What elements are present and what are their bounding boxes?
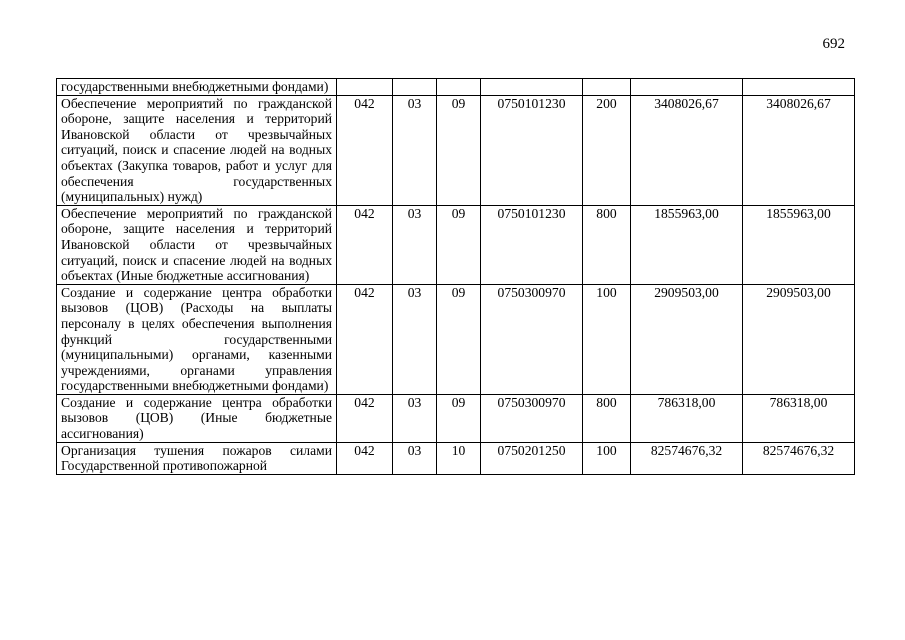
expense-type-cell [583,79,631,96]
row-description: Создание и содержание центра обработки вызовов (ЦОВ) (Иные бюджетные ассигнования) [57,394,337,442]
amount-cell: 3408026,67 [743,95,855,205]
section-cell: 03 [393,95,437,205]
subsection-cell: 10 [437,442,481,474]
target-article-cell: 0750101230 [481,205,583,284]
subsection-cell [437,79,481,96]
target-article-cell: 0750101230 [481,95,583,205]
table-row [57,205,855,284]
row-description: Организация тушения пожаров силами Государственной противопожарной [57,442,337,474]
subsection-cell: 09 [437,205,481,284]
row-description: Обеспечение мероприятий по гражданской обороне, защите населения и территорий Ивановской области от чрезвычайных ситуаций, поиск и спасение людей на водных объектах (Иные бюджетные ассигнования) [57,205,337,284]
amount-cell: 3408026,67 [631,95,743,205]
amount-cell: 82574676,32 [631,442,743,474]
page-number: 692 [822,36,845,52]
gov-code-cell: 042 [337,442,393,474]
amount-cell: 1855963,00 [743,205,855,284]
amount-cell [631,79,743,96]
budget-table [56,78,855,475]
gov-code-cell [337,79,393,96]
amount-cell: 2909503,00 [743,284,855,394]
gov-code-cell: 042 [337,284,393,394]
amount-cell [743,79,855,96]
target-article-cell: 0750300970 [481,394,583,442]
gov-code-cell: 042 [337,95,393,205]
subsection-cell: 09 [437,394,481,442]
amount-cell: 786318,00 [743,394,855,442]
table-row [57,442,855,474]
row-description: Создание и содержание центра обработки вызовов (ЦОВ) (Расходы на выплаты персоналу в целях обеспечения выполнения функций государственными (муниципальными) органами, казенными учреждениями, органами управления государственными внебюджетными фондами) [57,284,337,394]
subsection-cell: 09 [437,95,481,205]
amount-cell: 1855963,00 [631,205,743,284]
expense-type-cell: 100 [583,442,631,474]
amount-cell: 786318,00 [631,394,743,442]
target-article-cell [481,79,583,96]
expense-type-cell: 800 [583,394,631,442]
table-row [57,95,855,205]
target-article-cell: 0750300970 [481,284,583,394]
section-cell [393,79,437,96]
expense-type-cell: 200 [583,95,631,205]
expense-type-cell: 100 [583,284,631,394]
target-article-cell: 0750201250 [481,442,583,474]
table-row [57,79,855,96]
row-description: государственными внебюджетными фондами) [57,79,337,96]
section-cell: 03 [393,205,437,284]
subsection-cell: 09 [437,284,481,394]
expense-type-cell: 800 [583,205,631,284]
gov-code-cell: 042 [337,394,393,442]
section-cell: 03 [393,442,437,474]
table-row [57,284,855,394]
amount-cell: 2909503,00 [631,284,743,394]
amount-cell: 82574676,32 [743,442,855,474]
gov-code-cell: 042 [337,205,393,284]
table-row [57,394,855,442]
section-cell: 03 [393,394,437,442]
row-description: Обеспечение мероприятий по гражданской обороне, защите населения и территорий Ивановской области от чрезвычайных ситуаций, поиск и спасение людей на водных объектах (Закупка товаров, работ и услуг для обеспечения государственных (муниципальных) нужд) [57,95,337,205]
section-cell: 03 [393,284,437,394]
